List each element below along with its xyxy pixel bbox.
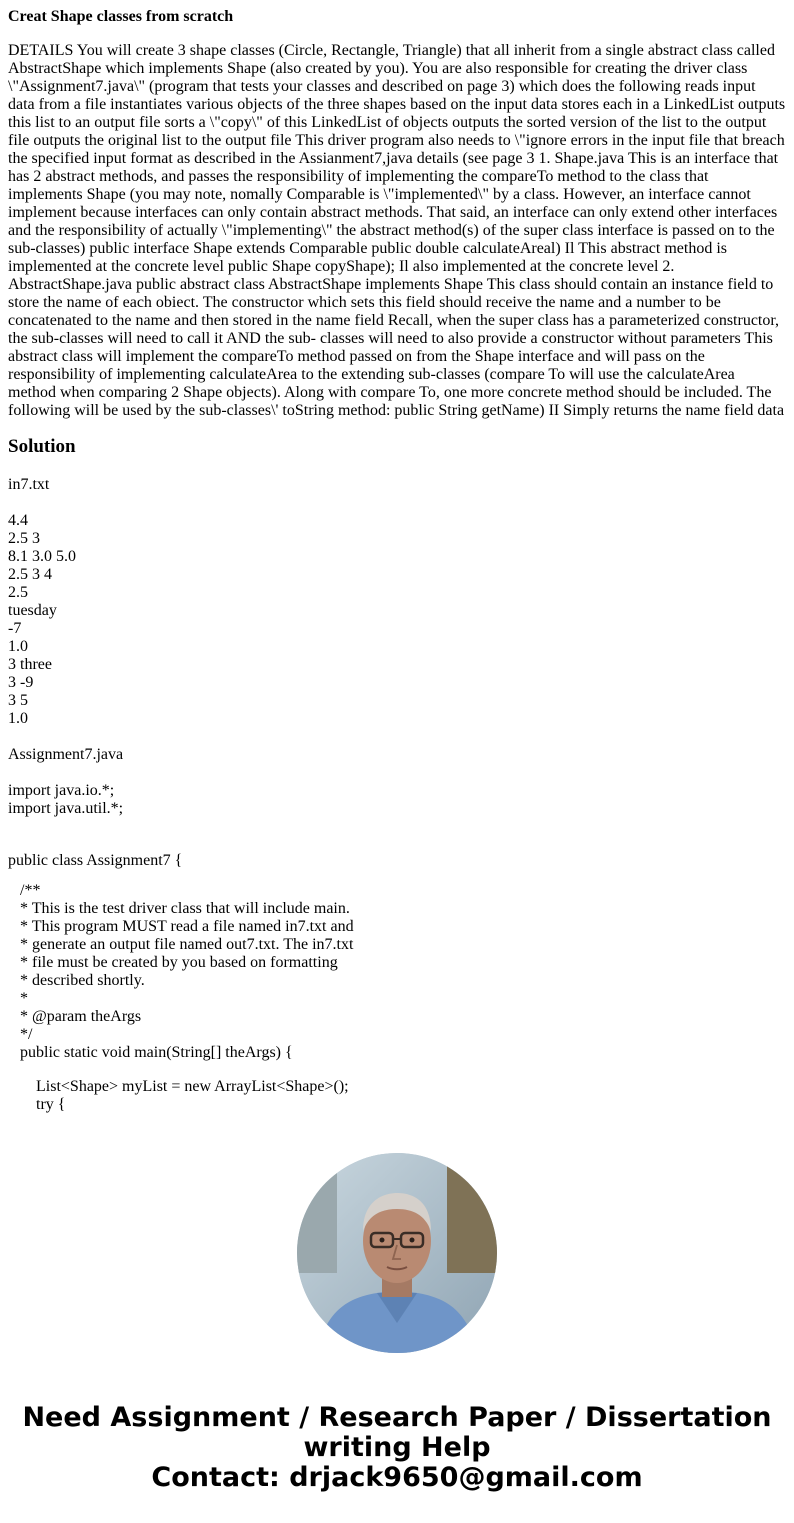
input-line: 3 5 [8,692,28,709]
ad-line-1: Need Assignment / Research Paper / Dissertation [22,1402,772,1433]
code-line: * described shortly. [8,972,145,989]
code-line: List<Shape> myList = new ArrayList<Shape>(); [8,1078,349,1095]
import-line: import java.io.*; [8,782,115,799]
code-line: * generate an output file named out7.txt. The in7.txt [8,936,354,953]
input-file-name: in7.txt [8,476,50,493]
code-line: /** [8,882,41,899]
input-line: -7 [8,620,22,637]
ad-line-2: writing Help [303,1432,491,1463]
page-content [8,8,786,1114]
code-line: * @param theArgs [8,1008,142,1025]
help-advertisement [0,1403,794,1493]
solution-heading: Solution [8,436,76,457]
code-line: * This program MUST read a file named in7.txt and [8,918,354,935]
input-line: 2.5 3 [8,530,40,547]
import-line: import java.util.*; [8,800,124,817]
code-block [8,852,786,1114]
person-photo-icon [297,1153,497,1353]
input-line: 2.5 [8,584,28,601]
code-line: try { [8,1096,66,1113]
question-title: Creat Shape classes from scratch [8,8,234,25]
code-line: * file must be created by you based on formatting [8,954,338,971]
code-line: * [8,990,28,1007]
java-file-name: Assignment7.java [8,746,124,763]
import-lines [8,782,786,818]
input-line: 1.0 [8,710,28,727]
input-file-lines [8,512,786,728]
input-line: 3 three [8,656,52,673]
code-line [8,1062,786,1078]
code-line [8,870,786,882]
code-line: * This is the test driver class that will include main. [8,900,350,917]
expert-avatar [297,1153,497,1353]
input-line: 1.0 [8,638,28,655]
input-line: 4.4 [8,512,28,529]
input-line: 8.1 3.0 5.0 [8,548,76,565]
code-line: */ [8,1026,33,1043]
input-line: tuesday [8,602,57,619]
ad-contact: Contact: drjack9650@gmail.com [151,1462,643,1493]
code-line: public class Assignment7 { [8,852,183,869]
question-details: DETAILS You will create 3 shape classes (Circle, Rectangle, Triangle) that all inherit from a single abstract class called AbstractShape which implements Shape (also created by you). You are also responsible for creating the driver class \"Assignment7.java\" (program that tests your classes and described on page 3) which does the following reads input data from a file instantiates various objects of the three shapes based on the input data stores each in a LinkedList outputs this list to an output file sorts a \"copy\" of this LinkedList of objects outputs the sorted version of the list to the output file outputs the original list to the output file This driver program also needs to \"ignore errors in the input file that breach the specified input format as described in the Assianment7,java details (see page 3 1. Shape.java This is an interface that has 2 abstract methods, and passes the responsibility of implementing the compareTo method to the class that implements Shape (you may note, nomally Comparable is \"implemented\" by a class. However, an interface cannot implement because interfaces can only contain abstract methods. That said, an interface can only extend other interfaces and the responsibility of actually \"implementing\" the abstract method(s) of the super class interface is passed on to the sub-classes) public interface Shape extends Comparable public double calculateAreal) Il This abstract method is implemented at the concrete level public Shape copyShape); Il also implemented at the concrete level 2. AbstractShape.java public abstract class AbstractShape implements Shape This class should contain an instance field to store the name of each obiect. The constructor which sets this field should receive the name and a number to be concatenated to the name and then stored in the name field Recall, when the super class has a parameterized constructor, the sub-classes will need to call it AND the sub- classes will need to also provide a constructor without parameters This abstract class will implement the compareTo method passed on from the Shape interface and will pass on the responsibility of implementing calculateArea to the extending sub-classes (compare To will use the calculateArea method when comparing 2 Shape objects). Along with compare To, one more concrete method should be included. The following will be used by the sub-classes\' toString method: public String getName) II Simply returns the name field data [8,42,786,419]
code-line: public static void main(String[] theArgs) { [8,1044,293,1061]
input-line: 2.5 3 4 [8,566,52,583]
input-line: 3 -9 [8,674,34,691]
